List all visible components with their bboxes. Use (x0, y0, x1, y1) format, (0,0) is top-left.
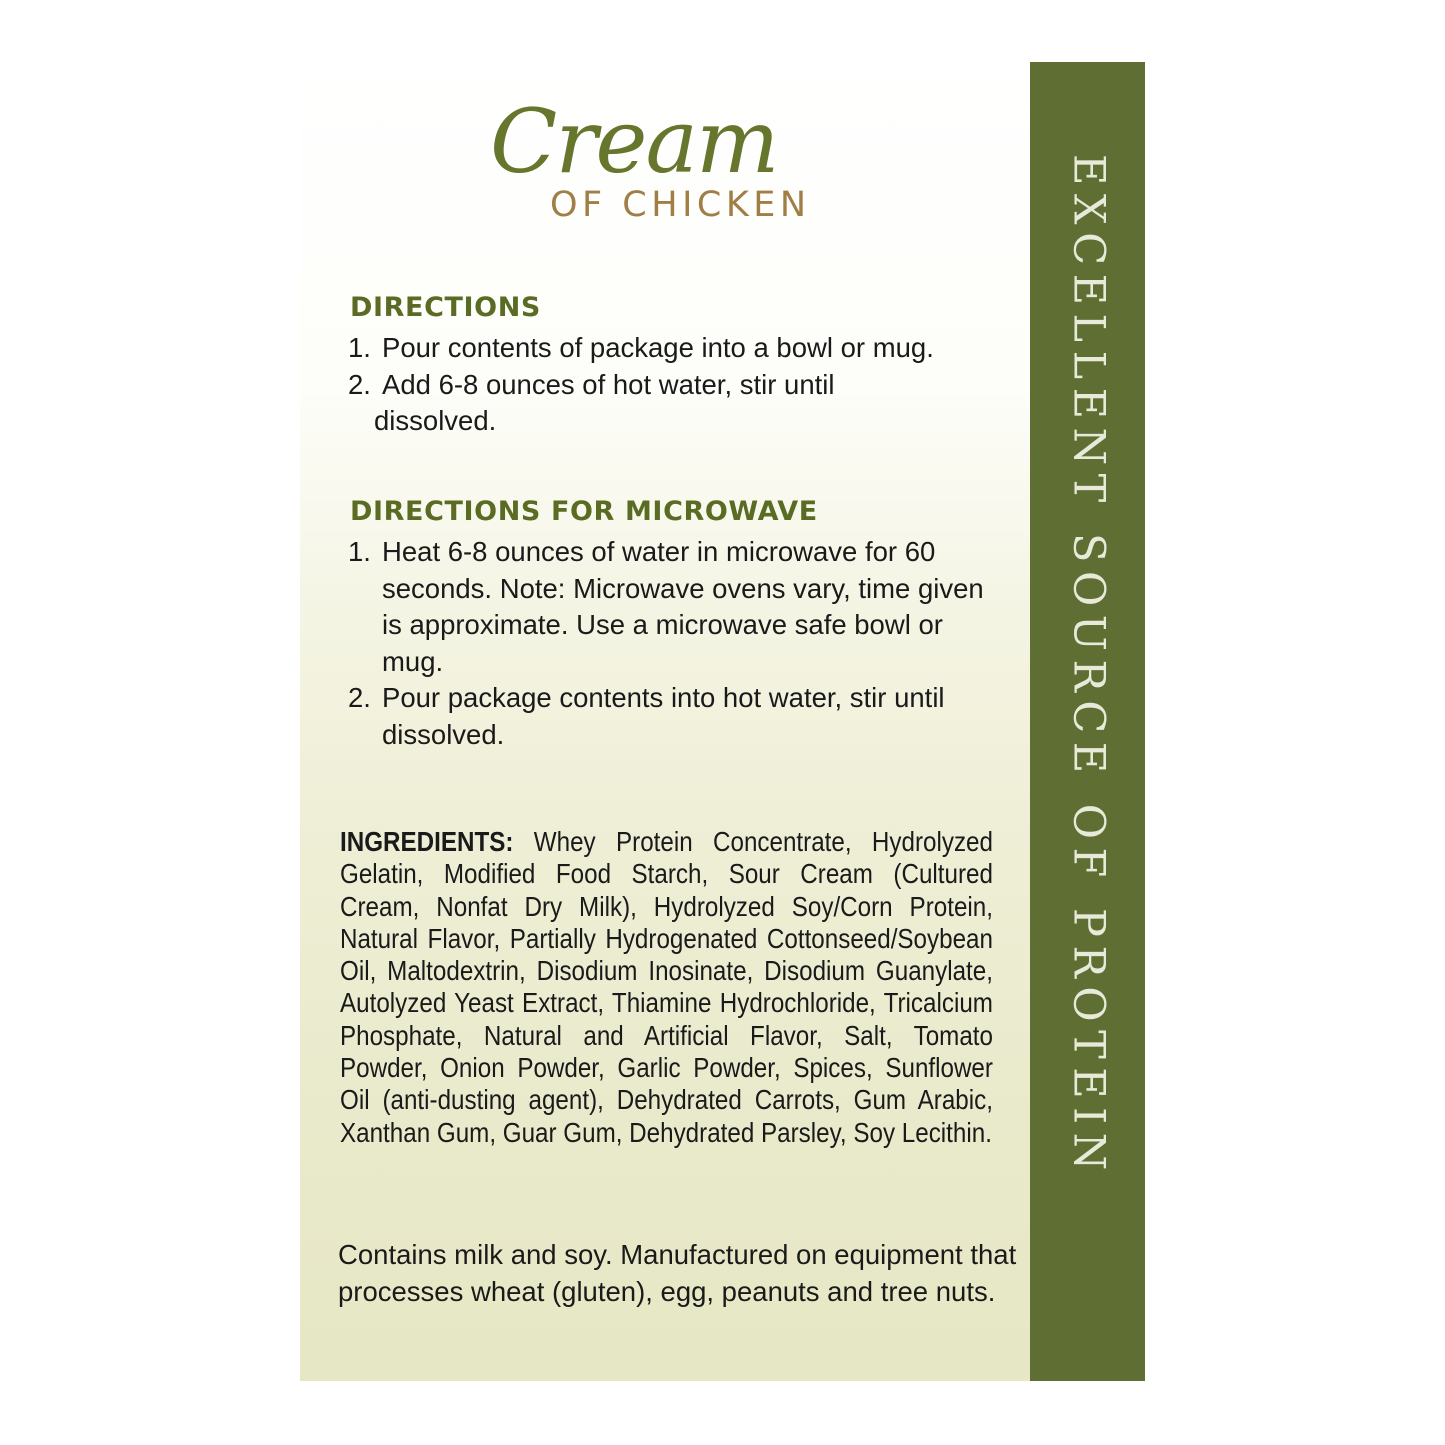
directions-step (348, 367, 948, 440)
step-text: Pour contents of package into a bowl or mug. (382, 332, 934, 363)
step-number: 2. (348, 682, 371, 713)
microwave-step (348, 680, 1008, 753)
step-text: Add 6-8 ounces of hot water, stir until dissolved. (374, 368, 835, 436)
ingredients-text (340, 826, 993, 1149)
ingredients-label: INGREDIENTS: (340, 826, 514, 857)
product-title: Cream (490, 90, 778, 193)
microwave-list (348, 534, 1008, 753)
step-number: 1. (348, 332, 371, 363)
side-band-text: EXCELLENT SOURCE OF PROTEIN (1063, 154, 1114, 1179)
step-text: Heat 6-8 ounces of water in microwave for 60 seconds. Note: Microwave ovens vary, time given is approximate. Use a microwave safe bowl or mug. (382, 536, 984, 677)
directions-step (348, 330, 948, 367)
side-band (1030, 62, 1145, 1381)
directions-list (348, 330, 948, 440)
ingredients-list: Whey Protein Concentrate, Hydrolyzed Gelatin, Modified Food Starch, Sour Cream (Cultured Cream, Nonfat Dry Milk), Hydrolyzed Soy/Corn Protein, Natural Flavor, Partially Hydrogenated Cottonseed/Soybean Oil, Maltodextrin, Disodium Inosinate, Disodium Guanylate, Autolyzed Yeast Extract, Thiamine Hydrochloride, Tricalcium Phosphate, Natural and Artificial Flavor, Salt, Tomato Powder, Onion Powder, Garlic Powder, Spices, Sunflower Oil (anti-dusting agent), Dehydrated Carrots, Gum Arabic, Xanthan Gum, Guar Gum, Dehydrated Parsley, Soy Lecithin. (340, 826, 993, 1148)
directions-heading: DIRECTIONS (350, 292, 541, 323)
step-text: Pour package contents into hot water, stir until dissolved. (382, 682, 945, 750)
allergen-statement: Contains milk and soy. Manufactured on equipment that processes wheat (gluten), egg, peanuts and tree nuts. (338, 1239, 1017, 1307)
step-number: 2. (348, 368, 371, 400)
product-subtitle: OF CHICKEN (550, 185, 811, 225)
microwave-heading: DIRECTIONS FOR MICROWAVE (350, 496, 818, 527)
label-panel (300, 62, 1030, 1381)
step-number: 1. (348, 536, 371, 567)
microwave-step (348, 534, 1008, 680)
